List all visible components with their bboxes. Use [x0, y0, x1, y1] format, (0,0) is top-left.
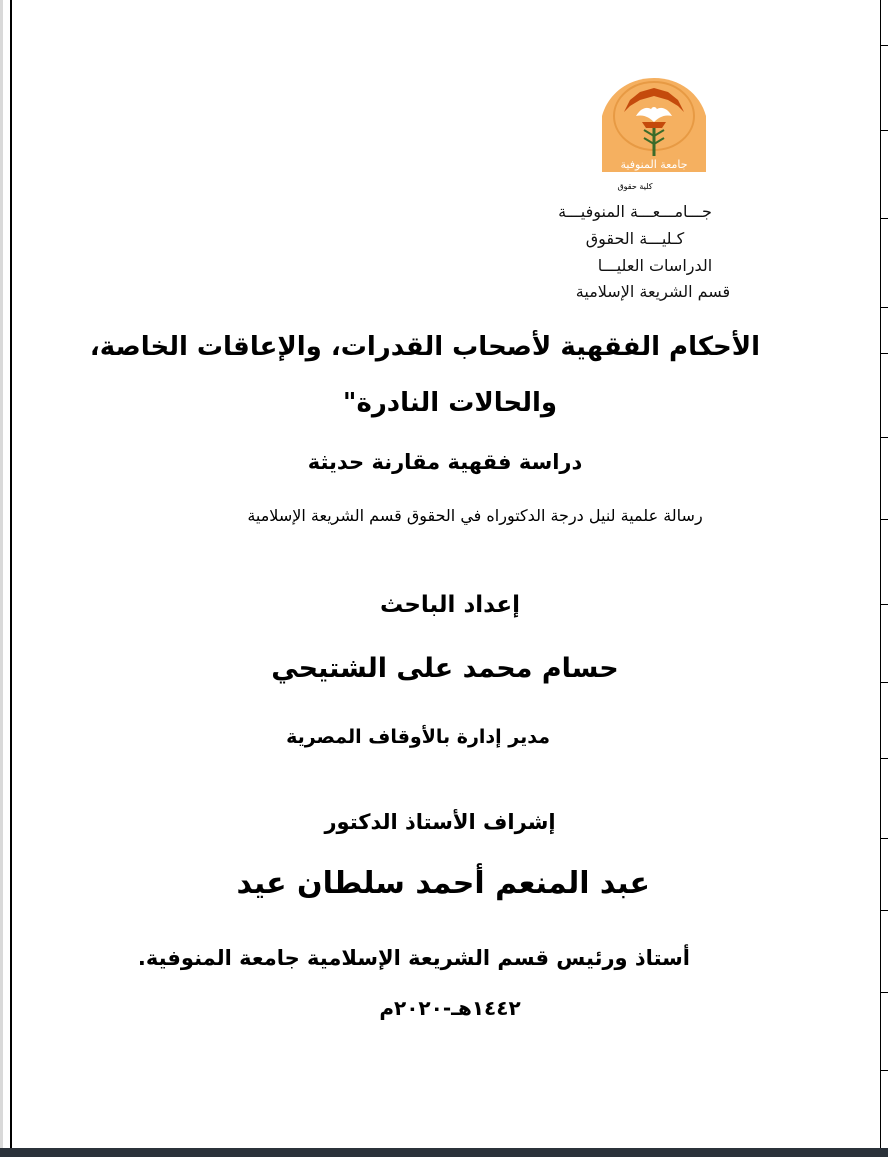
- logo-ring-text: جامعة المنوفية: [620, 158, 688, 171]
- university-logo-icon: [600, 76, 708, 178]
- right-ruler: [880, 0, 888, 1148]
- supervisor-name: عبد المنعم أحمد سلطان عيد: [236, 866, 650, 901]
- left-edge-strip: [0, 0, 3, 1148]
- thesis-subtitle: دراسة فقهية مقارنة حديثة: [307, 450, 583, 474]
- supervisor-position: أستاذ ورئيس قسم الشريعة الإسلامية جامعة المنوفية.: [137, 946, 690, 970]
- researcher-position: مدير إدارة بالأوقاف المصرية: [286, 726, 550, 748]
- bottom-toolbar-strip: [0, 1148, 888, 1157]
- degree-note: رسالة علمية لنيل درجة الدكتوراه في الحقوق قسم الشريعة الإسلامية: [247, 506, 703, 525]
- university-name: جـــامـــعـــة المنوفيـــة: [558, 202, 712, 221]
- supervisor-heading: إشراف الأستاذ الدكتور: [324, 810, 556, 834]
- department-name: قسم الشريعة الإسلامية: [575, 282, 731, 301]
- thesis-title-line-2: والحالات النادرة": [342, 388, 558, 418]
- faculty-name: كـليـــة الحقوق: [585, 229, 685, 248]
- researcher-name: حسام محمد على الشتيحي: [271, 653, 619, 684]
- logo-caption: كلية حقوق: [617, 182, 653, 191]
- graduate-studies: الدراسات العليـــا: [597, 256, 713, 275]
- date-line: ١٤٤٢هـ-٢٠٢٠م: [379, 996, 521, 1020]
- researcher-heading: إعداد الباحث: [379, 592, 521, 618]
- thesis-title-line-1: الأحكام الفقهية لأصحاب القدرات، والإعاقات الخاصة،: [89, 332, 760, 362]
